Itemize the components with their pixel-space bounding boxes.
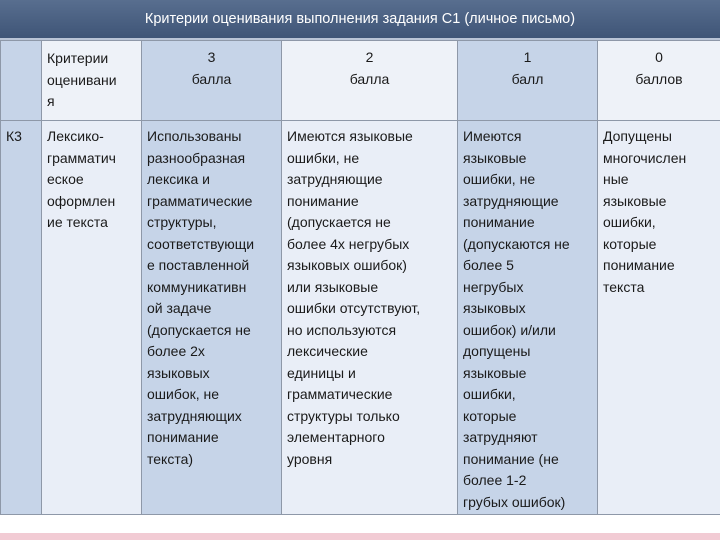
cell-text-line: которые xyxy=(463,407,517,424)
cell-text-line: (допускается не xyxy=(147,321,251,338)
row-score-1-cell xyxy=(458,121,598,515)
cell-text-line: балла xyxy=(349,70,390,87)
cell-text-line: единицы и xyxy=(287,364,356,381)
cell-text-line: лексические xyxy=(287,343,368,359)
cell-text-line: (допускается не xyxy=(287,214,391,230)
cell-text-line: 3 xyxy=(207,49,216,65)
cell-text-line: текста) xyxy=(147,450,194,467)
cell-text-line: затрудняющие xyxy=(287,171,383,187)
cell-text-line: затрудняющие xyxy=(463,192,559,209)
cell-text-line: которые xyxy=(603,235,657,252)
cell-text-line: лексика и xyxy=(147,171,210,187)
cell-text-line: языковых xyxy=(463,300,526,316)
cell-text-line: понимание xyxy=(603,257,675,273)
cell-text-line: ошибки, xyxy=(603,214,656,230)
cell-text-line: текста xyxy=(603,278,645,295)
cell-text-line: Имеются xyxy=(463,128,522,144)
row-code-cell xyxy=(1,121,42,515)
cell-text-line: понимание xyxy=(287,192,359,209)
cell-text-line: языковых xyxy=(147,364,210,381)
cell-text-line: понимание (не xyxy=(463,450,559,467)
cell-text-line: оценивани xyxy=(47,71,117,88)
cell-text-line: ошибки отсутствуют, xyxy=(287,300,421,316)
cell-text-line: ные xyxy=(603,171,629,187)
cell-text-line: грубых ошибок) xyxy=(463,493,566,510)
cell-text-line: коммуникативн xyxy=(147,278,247,295)
slide-title: Критерии оценивания выполнения задания С1 (личное письмо) xyxy=(144,11,576,27)
cell-text-line: грамматич xyxy=(47,149,116,166)
cell-text-line: ошибки, не xyxy=(463,171,536,187)
cell-text-line: 1 xyxy=(523,49,532,65)
cell-text-line: 0 xyxy=(655,49,663,65)
cell-text-line: элементарного xyxy=(287,429,385,445)
cell-text-line: языковые xyxy=(463,149,527,166)
cell-text-line: затрудняющих xyxy=(147,407,242,424)
cell-text-line: ошибок, не xyxy=(147,386,220,402)
cell-text-line: (допускаются не xyxy=(463,235,570,252)
cell-text-line: допущены xyxy=(463,343,531,359)
cell-text-line: разнообразная xyxy=(147,149,246,166)
cell-text-line: структуры, xyxy=(147,214,217,230)
cell-text-line: более 4х негрубых xyxy=(287,235,410,252)
cell-text-line: еское xyxy=(47,171,84,187)
header-score-1-cell xyxy=(458,41,598,121)
cell-text-line: ие текста xyxy=(47,214,108,230)
table-row xyxy=(1,121,720,515)
cell-text-line: 2 xyxy=(365,49,374,65)
cell-text-line: ошибки, не xyxy=(287,149,360,166)
cell-text-line: но используются xyxy=(287,321,397,338)
cell-text-line: балл xyxy=(511,70,544,87)
cell-text-line: ошибки, xyxy=(463,386,516,402)
cell-text-line: ошибок) и/или xyxy=(463,321,556,338)
row-criterion-cell xyxy=(42,121,142,515)
cell-text-line: уровня xyxy=(287,450,333,467)
cell-text-line: Имеются языковые xyxy=(287,128,413,144)
cell-text-line: баллов xyxy=(635,70,683,87)
cell-text-line: многочислен xyxy=(603,149,687,166)
cell-text-line: я xyxy=(47,93,55,109)
cell-text-line: более 1-2 xyxy=(463,472,527,488)
cell-text-line: языковые xyxy=(603,192,667,209)
cell-text-line: грамматические xyxy=(287,386,393,402)
cell-text-line: соответствующи xyxy=(147,235,255,252)
cell-text-line: негрубых xyxy=(463,278,524,295)
table-header-row xyxy=(1,41,720,121)
cell-text-line: более 5 xyxy=(463,257,514,273)
cell-text-line: языковых ошибок) xyxy=(287,257,407,273)
cell-text-line: е поставленной xyxy=(147,257,250,273)
row-score-0-cell xyxy=(598,121,720,515)
header-code-cell xyxy=(1,41,42,121)
cell-text-line: затрудняют xyxy=(463,429,538,445)
cell-text-line: Использованы xyxy=(147,128,242,144)
bottom-strip xyxy=(0,533,720,540)
cell-text-line: Лексико- xyxy=(47,128,104,144)
cell-text-line: грамматические xyxy=(147,192,253,209)
row-score-3-cell xyxy=(142,121,282,515)
cell-text-line: Допущены xyxy=(603,128,672,144)
criteria-table xyxy=(0,40,720,515)
cell-text-line: Критерии xyxy=(47,50,109,66)
header-score-3-cell xyxy=(142,41,282,121)
cell-text-line: ой задаче xyxy=(147,300,212,316)
cell-text-line: оформлен xyxy=(47,192,116,209)
cell-text-line: понимание xyxy=(463,214,535,230)
row-score-2-cell xyxy=(282,121,458,515)
cell-text-line: понимание xyxy=(147,429,219,445)
header-score-0-cell xyxy=(598,41,720,121)
cell-text-line: более 2х xyxy=(147,343,205,359)
slide-title-bar xyxy=(0,0,720,38)
header-score-2-cell xyxy=(282,41,458,121)
row-code: К3 xyxy=(6,128,22,144)
cell-text-line: языковые xyxy=(463,364,527,381)
cell-text-line: или языковые xyxy=(287,278,379,295)
header-criteria-cell xyxy=(42,41,142,121)
cell-text-line: структуры только xyxy=(287,407,400,424)
cell-text-line: балла xyxy=(191,70,232,87)
